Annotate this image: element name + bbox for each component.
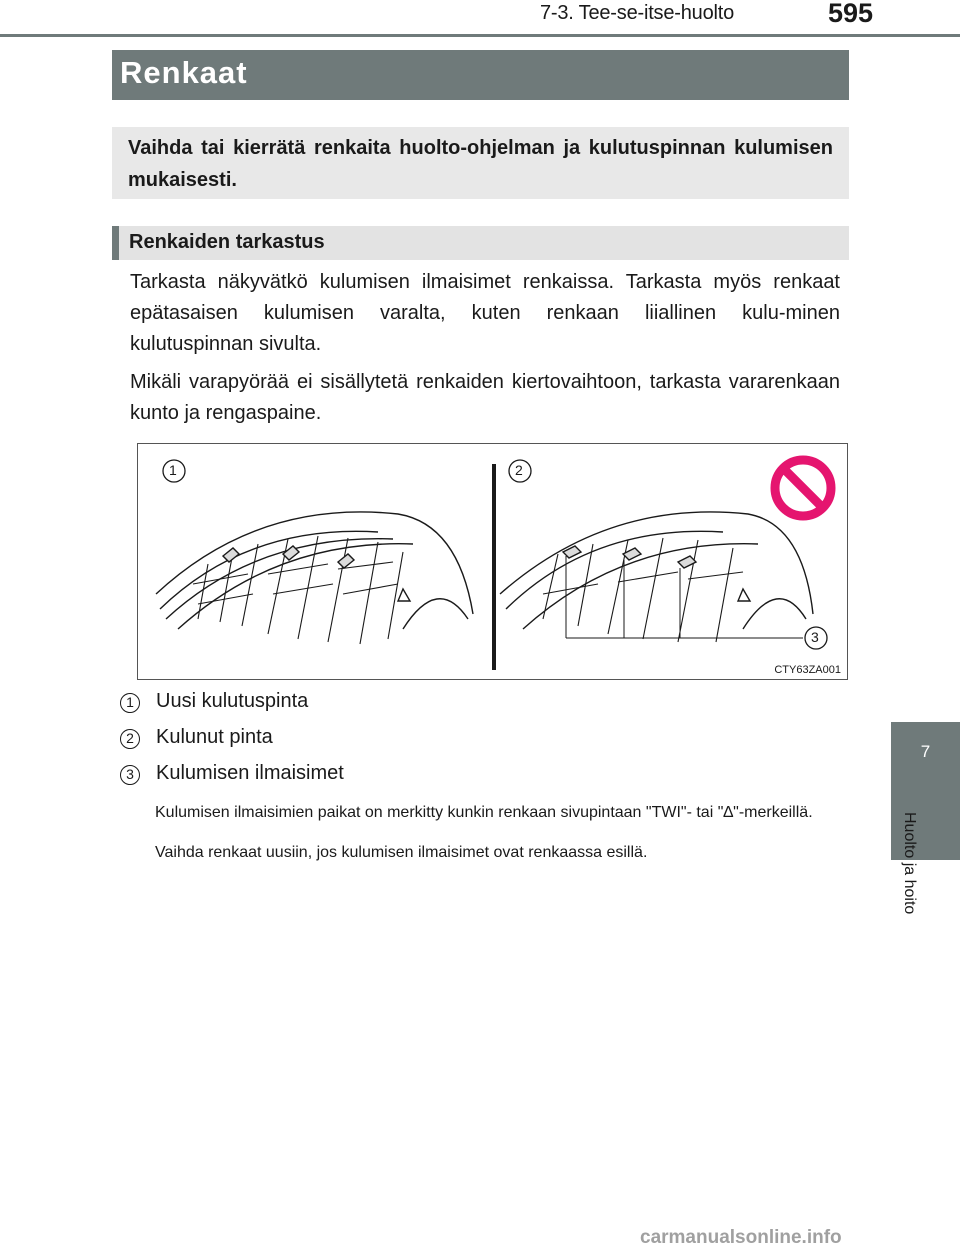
- paragraph-spare: Mikäli varapyörää ei sisällytetä renkaiden kiertovaihtoon, tarkasta vararenkaan kunto ja rengaspaine.: [130, 371, 840, 424]
- legend-number: 1: [120, 693, 140, 713]
- tire-illustration: [137, 443, 848, 680]
- chapter-label-container: [896, 812, 920, 947]
- legend-text: Kulunut pinta: [156, 726, 273, 748]
- chapter-number: 7: [920, 742, 931, 761]
- legend-text: Uusi kulutuspinta: [156, 690, 309, 712]
- subsection-title: Renkaiden tarkastus: [129, 231, 325, 253]
- header-rule: [0, 34, 960, 37]
- legend-number: 2: [120, 729, 140, 749]
- title-bar: [112, 50, 849, 100]
- note-indicator-marks: Kulumisen ilmaisimien paikat on merkitty kunkin renkaan sivupintaan "TWI"- tai "∆"-merkeillä.: [155, 804, 813, 821]
- subsection-bar: [112, 226, 849, 260]
- intro-box: Vaihda tai kierrätä renkaita huolto-ohjelman ja kulutuspinnan kulumisen mukaisesti.: [112, 127, 849, 199]
- chapter-label: Huolto ja hoito: [901, 812, 918, 915]
- page-title: Renkaat: [120, 55, 248, 90]
- tire-drawing: [138, 444, 849, 681]
- watermark: carmanualsonline.info: [640, 1227, 842, 1248]
- page-number: 595: [828, 0, 874, 28]
- callout-3-label: 3: [811, 629, 819, 645]
- paragraph-inspection: Tarkasta näkyvätkö kulumisen ilmaisimet renkaissa. Tarkasta myös renkaat epätasaisen kulumisen varalta, kuten renkaan liiallinen kulu-minen kulutuspinnan sivulta.: [130, 271, 840, 355]
- note-replace-tires: Vaihda renkaat uusiin, jos kulumisen ilmaisimet ovat renkaassa esillä.: [155, 844, 648, 861]
- callout-2-label: 2: [515, 462, 523, 478]
- legend-text: Kulumisen ilmaisimet: [156, 762, 344, 784]
- prohibition-icon: [775, 460, 831, 516]
- callout-1-label: 1: [169, 462, 177, 478]
- section-heading: 7-3. Tee-se-itse-huolto: [540, 2, 735, 24]
- figure-code: CTY63ZA001: [774, 664, 841, 676]
- legend-number: 3: [120, 765, 140, 785]
